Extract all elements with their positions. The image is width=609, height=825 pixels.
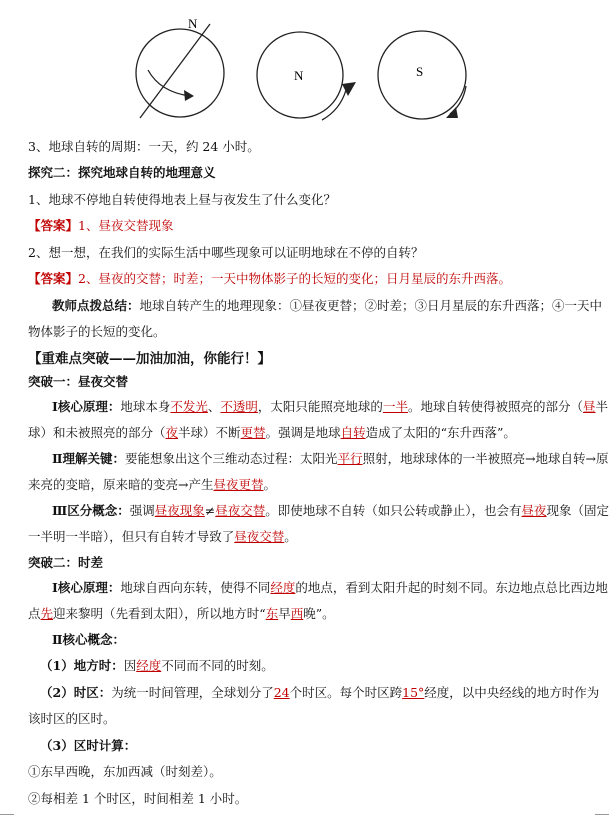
local-time-definition [40, 657, 274, 675]
text: 造成了太阳的“东升西落”。 [365, 425, 516, 440]
answer-two [28, 270, 511, 288]
core-concept-heading: Ⅱ核心概念： [52, 632, 126, 647]
text: 球）和未被照亮的部分（ [28, 425, 166, 440]
section-heading-inquiry-two: 探究二：探究地球自转的地理意义 [28, 165, 216, 180]
calc-rule-two: ②每相差 1 个时区，时间相差 1 小时。 [28, 791, 248, 806]
label: （2）时区： [40, 685, 112, 700]
text: 。即使地球不自转（如只公转或静止），也会有 [265, 503, 522, 518]
text: 来亮的变暗，原来暗的变亮→产生 [28, 477, 214, 492]
text: 的地点，看到太阳升起的时刻不同。东边地点总比西边地 [295, 580, 608, 595]
text: ≠ [204, 503, 216, 518]
keyword: 昼夜更替 [213, 477, 264, 492]
corner-mark [595, 814, 609, 825]
text: 要能想象出这个三维动态过程：太阳光 [125, 451, 338, 466]
text: 迎来黎明（先看到太阳），所以地方时“ [53, 606, 266, 621]
text: 点 [28, 606, 41, 621]
fig2-north-label: N [294, 68, 304, 83]
zone-time-calc-heading: （3）区时计算： [40, 738, 137, 753]
keyword: 更替 [240, 425, 266, 440]
understanding-key-continued [28, 476, 276, 494]
keyword: 昼夜交替 [215, 503, 266, 518]
answer-text: 2、昼夜的交替；时差；一天中物体影子的长短的变化；日月星辰的东升西落。 [78, 271, 511, 286]
figure-north-pole-view [257, 32, 356, 120]
teacher-summary-text: 地球自转产生的地理现象：①昼夜更替；②时差；③日月星辰的东升西落；④一天中 [139, 298, 603, 313]
label: Ⅱ理解关键： [52, 451, 126, 466]
keyword: 一半 [382, 399, 408, 414]
earth-rotation-figures [0, 0, 609, 130]
keyword: 先 [40, 606, 54, 621]
figure-side-view [136, 16, 224, 118]
keyword: 昼夜交替 [234, 529, 285, 544]
label: Ⅰ核心原理： [52, 580, 121, 595]
core-principle-one [52, 398, 608, 416]
text: 。强调是地球 [265, 425, 341, 440]
keyword: 西 [290, 606, 304, 621]
teacher-summary-label: 教师点拨总结： [52, 298, 140, 313]
answer-tag: 【答案】 [28, 218, 79, 233]
keyword: 24 [273, 685, 290, 700]
teacher-summary-continued: 物体影子的长短的变化。 [28, 324, 166, 339]
text: 、 [207, 399, 221, 414]
text: 不同而不同的时刻。 [161, 658, 274, 673]
answer-text: 1、昼夜交替现象 [78, 218, 174, 233]
understanding-key [52, 450, 609, 468]
time-zone-definition [40, 684, 599, 702]
label: Ⅰ核心原理： [52, 399, 121, 414]
core-principle-two-continued [28, 605, 335, 623]
breakthrough-two-heading: 突破二：时差 [28, 555, 104, 570]
keyword: 不发光 [170, 399, 208, 414]
key-points-heading: 【重难点突破——加油加油，你能行！】 [28, 351, 271, 367]
keyword: 平行 [337, 451, 363, 466]
core-principle-one-continued [28, 424, 516, 442]
core-principle-two [52, 579, 608, 597]
keyword: 自转 [340, 425, 366, 440]
label: Ⅲ区分概念： [52, 503, 130, 518]
keyword: 经度 [270, 580, 296, 595]
text: 个时区。每个时区跨 [289, 685, 403, 700]
fig1-north-label: N [188, 16, 198, 31]
text: ，太阳只能照亮地球的 [257, 399, 383, 414]
text: 一半明一半暗），但只有自转才导致了 [28, 529, 235, 544]
answer-tag: 【答案】 [28, 271, 79, 286]
text: 半 [595, 399, 608, 414]
label: （1）地方时： [40, 658, 124, 673]
keyword: 经度 [136, 658, 162, 673]
distinguish-concepts-continued [28, 528, 297, 546]
keyword: 昼夜现象 [154, 503, 205, 518]
text: 现象（固定 [546, 503, 609, 518]
fig3-south-label: S [416, 64, 424, 79]
text: 地球自西向东转，使得不同 [120, 580, 271, 595]
answer-one [28, 217, 173, 235]
keyword: 东 [265, 606, 279, 621]
text: 因 [123, 658, 137, 673]
breakthrough-one-heading: 突破一：昼夜交替 [28, 374, 129, 389]
keyword: 昼 [582, 399, 596, 414]
text: 早 [278, 606, 291, 621]
text: 为统一时间管理，全球划分了 [111, 685, 274, 700]
question-one: 1、地球不停地自转使得地表上昼与夜发生了什么变化？ [28, 192, 336, 207]
figure-south-pole-view [378, 31, 466, 119]
rotation-period-line: 3、地球自转的周期：一天，约 24 小时。 [28, 139, 260, 154]
text: 晚”。 [303, 606, 335, 621]
question-two: 2、想一想，在我们的实际生活中哪些现象可以证明地球在不停的自转？ [28, 245, 424, 260]
text: 地球本身 [120, 399, 171, 414]
distinguish-concepts [52, 502, 609, 520]
text: 强调 [129, 503, 155, 518]
calc-rule-one: ①东早西晚，东加西减（时刻差）。 [28, 764, 222, 779]
text: 照射，地球球体的一半被照亮→地球自转→原 [362, 451, 609, 466]
keyword: 夜 [165, 425, 179, 440]
text: 。地球自转使得被照亮的部分（ [407, 399, 583, 414]
time-zone-definition-continued: 该时区的区时。 [28, 711, 116, 726]
text: 。 [263, 477, 277, 492]
teacher-summary [52, 297, 602, 315]
text: 经度，以中央经线的地方时作为 [424, 685, 600, 700]
keyword: 不透明 [220, 399, 258, 414]
keyword: 15° [402, 685, 425, 700]
text: 半球）不断 [178, 425, 241, 440]
corner-mark [0, 814, 14, 825]
text: 。 [284, 529, 297, 544]
keyword: 昼夜 [521, 503, 547, 518]
